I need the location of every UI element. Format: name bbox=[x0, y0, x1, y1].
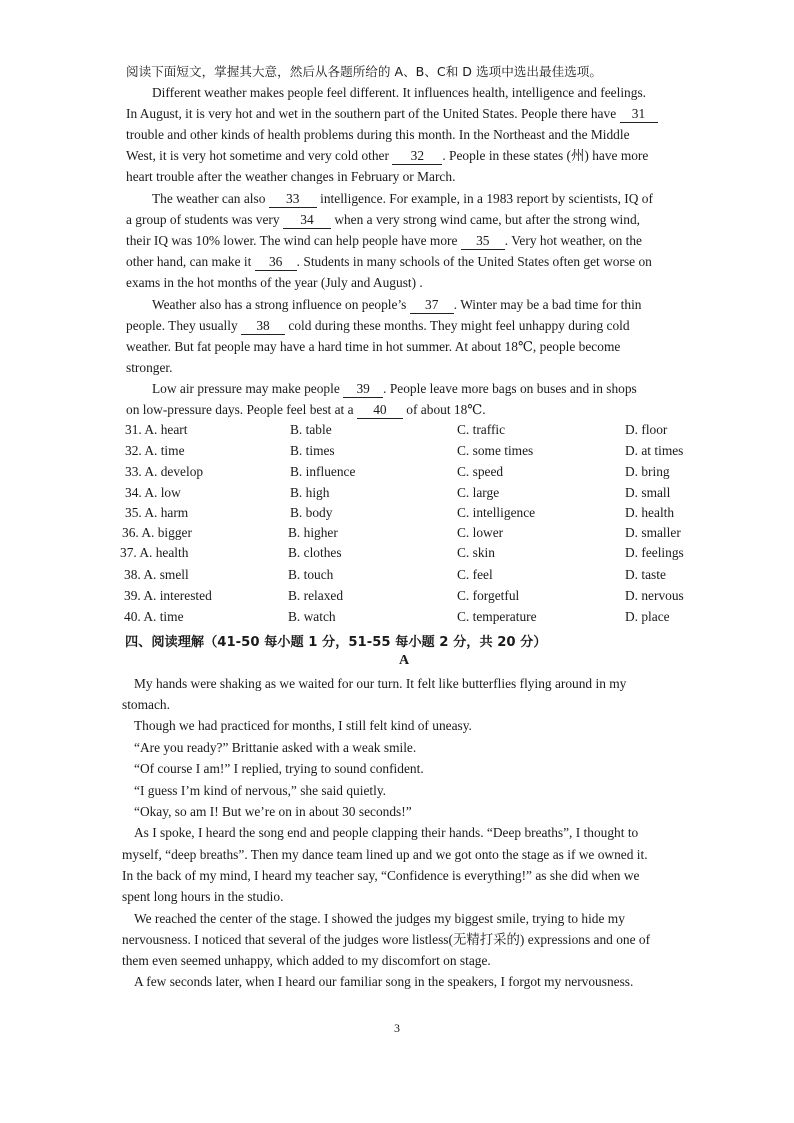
cloze-line: exams in the hot months of the year (July and August) . bbox=[126, 275, 423, 290]
option-row bbox=[0, 609, 794, 627]
passage-line: “Are you ready?” Brittanie asked with a weak smile. bbox=[134, 740, 417, 755]
blank-33: 33 bbox=[269, 190, 317, 208]
blank-31: 31 bbox=[620, 105, 658, 123]
option-row bbox=[0, 567, 794, 585]
passage-line: In the back of my mind, I heard my teacher say, “Confidence is everything!” as she did when we bbox=[122, 868, 640, 883]
passage-line: Though we had practiced for months, I still felt kind of uneasy. bbox=[134, 718, 472, 733]
option-b: B. body bbox=[290, 505, 333, 520]
passage-line: spent long hours in the studio. bbox=[122, 889, 284, 904]
blank-36: 36 bbox=[255, 253, 297, 271]
cloze-text: The weather can also bbox=[152, 191, 266, 206]
cloze-text: on low-pressure days. People feel best at a bbox=[126, 402, 354, 417]
page-number: 3 bbox=[394, 1021, 400, 1035]
option-row bbox=[0, 422, 794, 440]
option-a: 39. A. interested bbox=[124, 588, 212, 603]
cloze-text: cold during these months. They might feel unhappy during cold bbox=[288, 318, 630, 333]
cloze-text: intelligence. For example, in a 1983 report by scientists, IQ of bbox=[320, 191, 653, 206]
passage-label: A bbox=[399, 653, 410, 668]
option-row bbox=[0, 525, 794, 543]
option-b: B. clothes bbox=[288, 545, 342, 560]
passage-line: My hands were shaking as we waited for our turn. It felt like butterflies flying around in my bbox=[134, 676, 627, 691]
option-row bbox=[0, 545, 794, 563]
option-b: B. higher bbox=[288, 525, 338, 540]
cloze-text: when a very strong wind came, but after the strong wind, bbox=[334, 212, 640, 227]
passage-line: As I spoke, I heard the song end and people clapping their hands. “Deep breaths”, I thought to bbox=[134, 825, 639, 840]
cloze-line bbox=[152, 380, 637, 398]
option-d: D. small bbox=[625, 485, 671, 500]
option-c: C. skin bbox=[457, 545, 495, 560]
cloze-line: trouble and other kinds of health problems during this month. In the Northeast and the Middle bbox=[126, 127, 630, 142]
option-c: C. feel bbox=[457, 567, 493, 582]
option-b: B. high bbox=[290, 485, 330, 500]
option-c: C. large bbox=[457, 485, 500, 500]
cloze-text: people. They usually bbox=[126, 318, 238, 333]
cloze-line bbox=[126, 401, 486, 419]
option-d: D. feelings bbox=[625, 545, 684, 560]
cloze-text: other hand, can make it bbox=[126, 254, 252, 269]
option-d: D. floor bbox=[625, 422, 668, 437]
passage-line: “I guess I’m kind of nervous,” she said quietly. bbox=[134, 783, 387, 798]
passage-line: “Of course I am!” I replied, trying to sound confident. bbox=[134, 761, 424, 776]
passage-line: them even seemed unhappy, which added to my discomfort on stage. bbox=[122, 953, 491, 968]
blank-32: 32 bbox=[392, 147, 442, 165]
option-c: C. traffic bbox=[457, 422, 506, 437]
cloze-text: their IQ was 10% lower. The wind can help people have more bbox=[126, 233, 458, 248]
cloze-text: . People in these states (州) have more bbox=[442, 148, 649, 163]
option-c: C. some times bbox=[457, 443, 534, 458]
option-row bbox=[0, 505, 794, 523]
option-d: D. at times bbox=[625, 443, 684, 458]
cloze-text: of about 18℃. bbox=[406, 402, 486, 417]
option-a: 38. A. smell bbox=[124, 567, 189, 582]
option-a: 40. A. time bbox=[124, 609, 184, 624]
passage-line: nervousness. I noticed that several of the judges wore listless(无精打采的) expressions and one of bbox=[122, 932, 651, 947]
option-d: D. bring bbox=[625, 464, 670, 479]
option-a: 36. A. bigger bbox=[122, 525, 192, 540]
option-row bbox=[0, 464, 794, 482]
option-b: B. watch bbox=[288, 609, 336, 624]
passage-line: myself, “deep breaths”. Then my dance team lined up and we got onto the stage as if we owned it. bbox=[122, 847, 648, 862]
cloze-text: . Students in many schools of the United States often get worse on bbox=[296, 254, 652, 269]
cloze-line bbox=[126, 253, 652, 271]
option-c: C. speed bbox=[457, 464, 504, 479]
cloze-line: weather. But fat people may have a hard time in hot summer. At about 18℃, people become bbox=[126, 339, 621, 354]
option-d: D. smaller bbox=[625, 525, 681, 540]
cloze-line bbox=[126, 232, 642, 250]
option-a: 33. A. develop bbox=[125, 464, 204, 479]
option-b: B. touch bbox=[288, 567, 334, 582]
option-b: B. influence bbox=[290, 464, 356, 479]
cloze-line: heart trouble after the weather changes in February or March. bbox=[126, 169, 456, 184]
cloze-line: Different weather makes people feel different. It influences health, intelligence and feelings. bbox=[152, 85, 647, 100]
option-a: 34. A. low bbox=[125, 485, 181, 500]
cloze-text: . Winter may be a bad time for thin bbox=[453, 297, 642, 312]
passage-line: stomach. bbox=[122, 697, 170, 712]
option-c: C. forgetful bbox=[457, 588, 520, 603]
cloze-line bbox=[126, 105, 658, 123]
cloze-text: Weather also has a strong influence on people’s bbox=[152, 297, 407, 312]
cloze-text: a group of students was very bbox=[126, 212, 280, 227]
option-c: C. temperature bbox=[457, 609, 537, 624]
option-b: B. times bbox=[290, 443, 335, 458]
cloze-text: . Very hot weather, on the bbox=[504, 233, 642, 248]
option-d: D. taste bbox=[625, 567, 666, 582]
option-b: B. table bbox=[290, 422, 332, 437]
option-row bbox=[0, 588, 794, 606]
passage-line: “Okay, so am I! But we’re on in about 30 seconds!” bbox=[134, 804, 412, 819]
option-a: 37. A. health bbox=[120, 545, 189, 560]
blank-38: 38 bbox=[241, 317, 285, 335]
passage-line: A few seconds later, when I heard our familiar song in the speakers, I forgot my nervousness. bbox=[134, 974, 634, 989]
option-d: D. health bbox=[625, 505, 675, 520]
section-title: 四、阅读理解（41-50 每小题 1 分，51-55 每小题 2 分，共 20 分） bbox=[125, 635, 547, 650]
option-a: 31. A. heart bbox=[125, 422, 188, 437]
blank-34: 34 bbox=[283, 211, 331, 229]
cloze-line bbox=[126, 147, 648, 165]
cloze-line bbox=[126, 211, 640, 229]
cloze-line: stronger. bbox=[126, 360, 173, 375]
cloze-line bbox=[152, 296, 642, 314]
option-d: D. nervous bbox=[625, 588, 684, 603]
instruction-text: 阅读下面短文，掌握其大意，然后从各题所给的 A、B、C和 D 选项中选出最佳选项。 bbox=[126, 64, 602, 79]
option-c: C. intelligence bbox=[457, 505, 536, 520]
cloze-text: Low air pressure may make people bbox=[152, 381, 340, 396]
blank-40: 40 bbox=[357, 401, 403, 419]
cloze-text: . People leave more bags on buses and in shops bbox=[383, 381, 637, 396]
cloze-text: West, it is very hot sometime and very cold other bbox=[126, 148, 389, 163]
option-a: 35. A. harm bbox=[125, 505, 189, 520]
blank-37: 37 bbox=[410, 296, 454, 314]
option-row bbox=[0, 485, 794, 503]
option-row bbox=[0, 443, 794, 461]
cloze-text: In August, it is very hot and wet in the southern part of the United States. People there have bbox=[126, 106, 617, 121]
cloze-line bbox=[152, 190, 653, 208]
option-a: 32. A. time bbox=[125, 443, 185, 458]
blank-39: 39 bbox=[343, 380, 383, 398]
cloze-line bbox=[126, 317, 630, 335]
option-d: D. place bbox=[625, 609, 670, 624]
option-b: B. relaxed bbox=[288, 588, 344, 603]
blank-35: 35 bbox=[461, 232, 505, 250]
option-c: C. lower bbox=[457, 525, 504, 540]
passage-line: We reached the center of the stage. I showed the judges my biggest smile, trying to hide my bbox=[134, 911, 625, 926]
